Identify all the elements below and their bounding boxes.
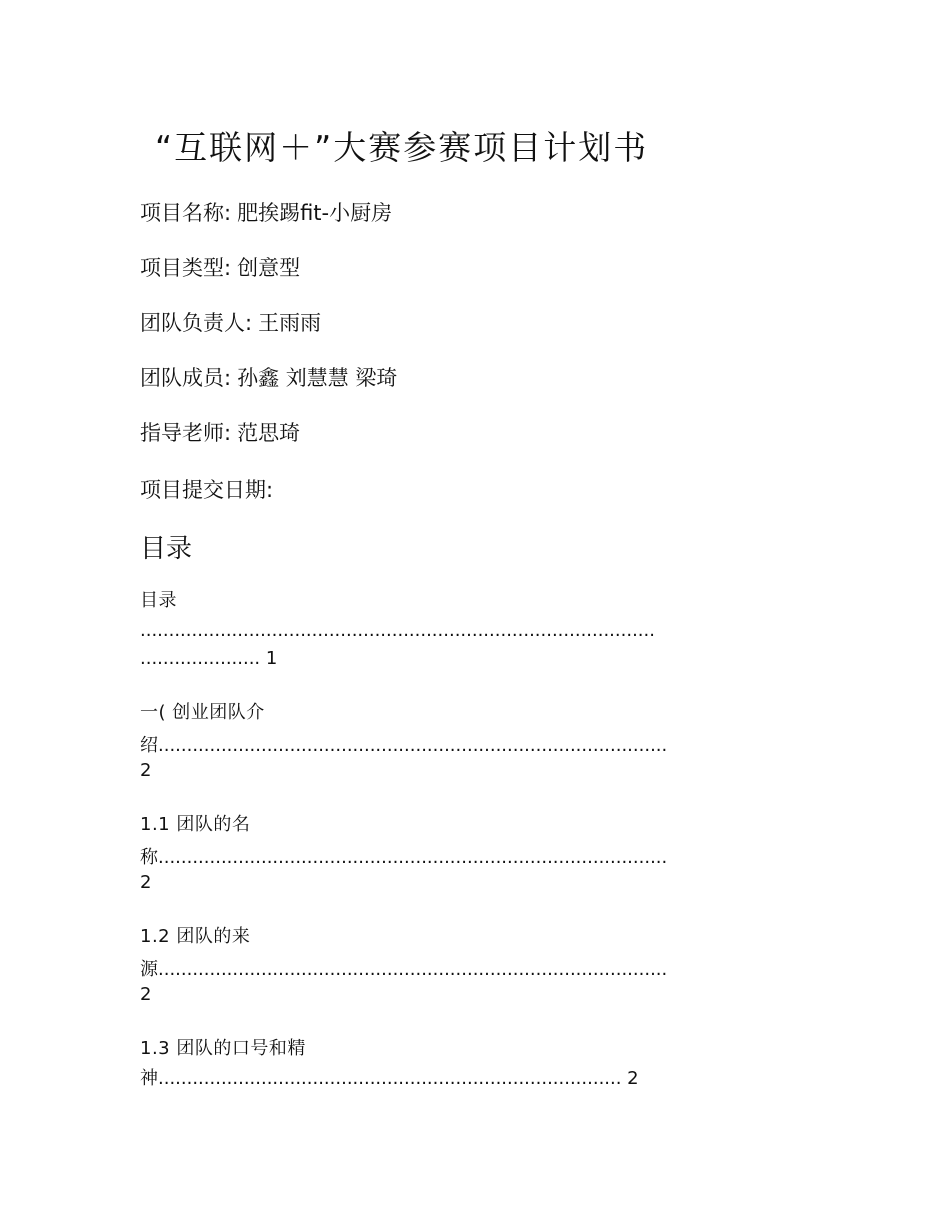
info-advisor (140, 417, 300, 447)
info-project-type (140, 252, 300, 282)
field-separator: : (224, 201, 232, 225)
toc-heading: 目录 (140, 534, 193, 564)
field-separator: : (224, 256, 232, 280)
field-separator: : (224, 366, 232, 390)
toc-leader-dots: .......................................................................................... (140, 620, 655, 641)
toc-entry-text: 1.2 团队的来 (140, 926, 251, 947)
toc-page-number: 2 (140, 984, 152, 1005)
toc-leader-dots: 神................................................................................. 2 (140, 1068, 639, 1089)
info-project-name (140, 197, 392, 227)
info-team-leader (140, 307, 321, 337)
toc-page-number: ..................... 1 (140, 648, 278, 669)
toc-page-number: 2 (140, 760, 152, 781)
field-separator: : (224, 421, 232, 445)
toc-entry-text: 1.1 团队的名 (140, 814, 251, 835)
info-team-members (140, 362, 397, 392)
toc-entry-text: 一( 创业团队介 (140, 702, 265, 723)
field-value: 孙鑫 刘慧慧 梁琦 (237, 366, 398, 390)
field-label: 项目提交日期 (140, 478, 266, 502)
toc-leader-dots: 绍......................................................................................... (140, 735, 668, 756)
field-label: 团队成员 (140, 366, 224, 390)
field-label: 指导老师 (140, 421, 224, 445)
document-title: “互联网＋”大赛参赛项目计划书 (155, 128, 649, 167)
toc-entry-text: 1.3 团队的口号和精 (140, 1038, 306, 1059)
toc-leader-dots: 源......................................................................................... (140, 959, 668, 980)
toc-page-number: 2 (140, 872, 152, 893)
field-label: 项目类型 (140, 256, 224, 280)
toc-entry-text: 目录 (140, 590, 177, 611)
toc-leader-dots: 称......................................................................................... (140, 847, 668, 868)
field-value: 王雨雨 (258, 311, 322, 335)
field-label: 项目名称 (140, 201, 224, 225)
field-value: 范思琦 (237, 421, 301, 445)
field-label: 团队负责人 (140, 311, 245, 335)
info-submit-date (140, 474, 279, 504)
field-value: 创意型 (237, 256, 301, 280)
field-value: 肥挨踢fit-小厨房 (237, 201, 393, 225)
field-separator: : (266, 478, 274, 502)
field-separator: : (245, 311, 253, 335)
